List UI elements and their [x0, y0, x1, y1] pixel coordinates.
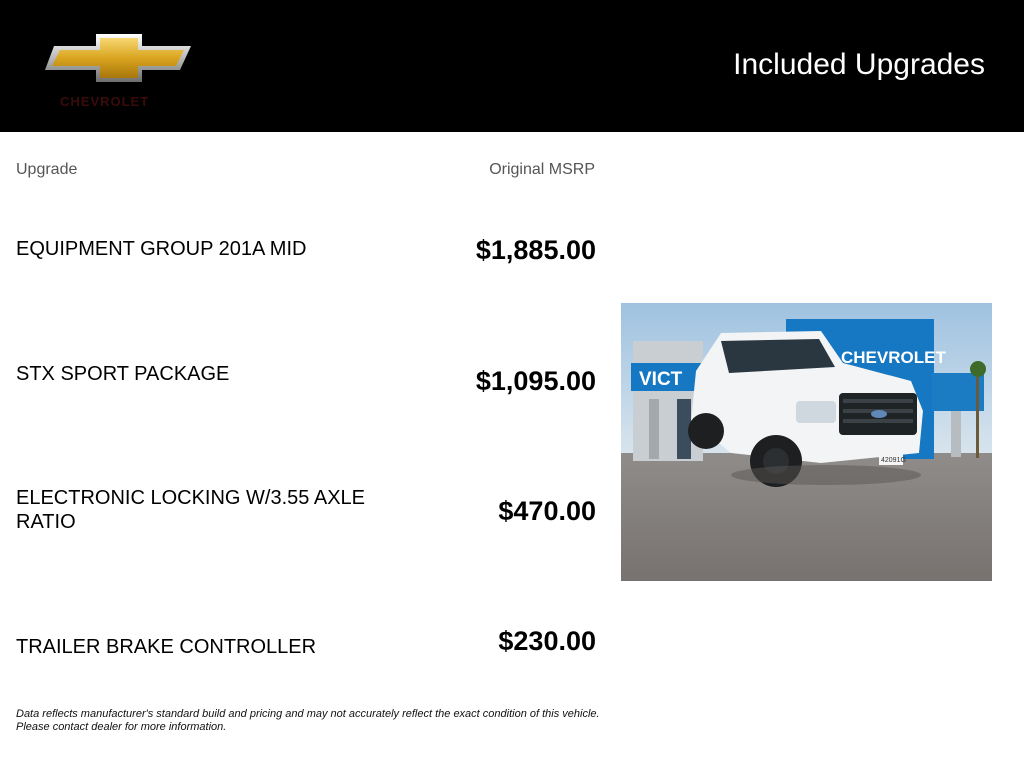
bowtie-icon — [44, 32, 194, 92]
upgrade-name: EQUIPMENT GROUP 201A MID — [16, 238, 307, 260]
license-plate: 42091G — [881, 457, 906, 464]
upgrade-name: TRAILER BRAKE CONTROLLER — [16, 636, 317, 658]
column-header-msrp: Original MSRP — [489, 161, 595, 178]
disclaimer-line: Please contact dealer for more information. — [16, 721, 227, 733]
vehicle-photo — [621, 303, 992, 581]
upgrade-name: ELECTRONIC LOCKING W/3.55 AXLE RATIO — [16, 487, 365, 533]
disclaimer-line: Data reflects manufacturer's standard build and pricing and may not accurately reflect the exact condition of this vehicle. — [16, 708, 600, 720]
upgrade-price: $470.00 — [498, 496, 596, 526]
page-header — [0, 0, 1024, 132]
chevrolet-logo — [44, 32, 194, 110]
dealer-name-sign: VICT — [639, 369, 683, 390]
page-title: Included Upgrades — [733, 48, 985, 81]
logo-wordmark: CHEVROLET — [60, 94, 150, 109]
column-header-upgrade: Upgrade — [16, 161, 78, 178]
upgrade-price: $1,095.00 — [475, 366, 596, 396]
upgrade-name: STX SPORT PACKAGE — [16, 363, 230, 385]
disclaimer-text — [16, 708, 616, 734]
truck-dealership-image — [621, 303, 992, 581]
dealer-chevrolet-sign: CHEVROLET — [841, 348, 946, 367]
upgrade-price: $230.00 — [498, 626, 596, 656]
upgrade-price: $1,885.00 — [475, 235, 596, 265]
